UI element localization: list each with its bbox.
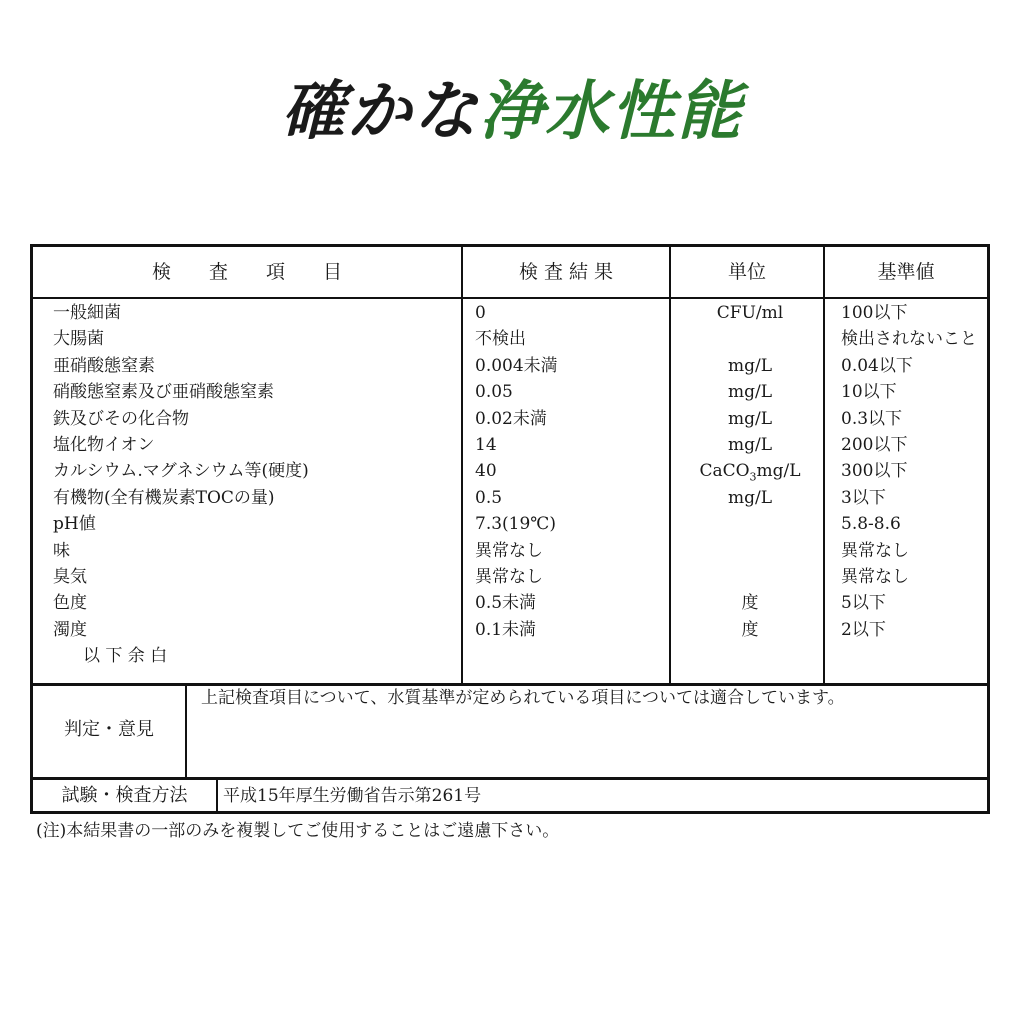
row-result: 0.004未満 [475, 355, 558, 376]
footnote: (注)本結果書の一部のみを複製してご使用することはご遠慮下さい。 [36, 821, 560, 841]
method-label: 試験・検査方法 [61, 785, 188, 806]
header-standard: 基準値 [877, 261, 935, 283]
row-result: 不検出 [475, 329, 526, 350]
row-unit: mg/L [727, 408, 773, 429]
row-unit [673, 538, 827, 564]
table-row [33, 406, 987, 432]
judgement-label: 判定・意見 [64, 719, 154, 740]
table-row [33, 538, 987, 564]
row-unit: mg/L [727, 382, 773, 403]
row-standard: 100以下 [841, 303, 908, 323]
table-row [33, 432, 987, 458]
row-standard: 5以下 [841, 593, 886, 614]
judgement-text: 上記検査項目について、水質基準が定められている項目については適合しています。 [201, 688, 845, 708]
water-test-report [30, 244, 990, 814]
table-row [33, 564, 987, 590]
table-row [33, 353, 987, 379]
row-standard: 0.3以下 [841, 408, 903, 429]
row-item: 硝酸態窒素及び亜硝酸態窒素 [53, 382, 274, 403]
row-item: 一般細菌 [53, 303, 121, 323]
row-standard: 異常なし [841, 567, 909, 587]
row-item: 味 [53, 540, 70, 561]
table-row [33, 300, 987, 326]
row-result: 0.05 [475, 382, 513, 403]
row-standard: 3以下 [841, 487, 886, 508]
row-item: 塩化物イオン [53, 435, 155, 455]
row-item: 亜硝酸態窒素 [53, 355, 155, 376]
row-result: 40 [475, 461, 497, 482]
row-item: 大腸菌 [53, 329, 104, 350]
row-result: 異常なし [475, 567, 543, 587]
row-result: 0.5 [475, 487, 503, 508]
table-row [33, 326, 987, 352]
row-standard: 5.8-8.6 [841, 514, 901, 535]
row-result: 7.3(19℃) [475, 514, 556, 535]
row-unit: mg/L [727, 487, 773, 508]
unit-subscript: 3 [749, 470, 757, 484]
unit-tail: mg/L [756, 461, 801, 482]
table-row [33, 511, 987, 537]
row-standard: 10以下 [841, 382, 897, 403]
table-row [33, 590, 987, 616]
table-row [33, 379, 987, 405]
row-result: 0.5未満 [475, 593, 537, 614]
header-item: 検 査 項 目 [151, 261, 342, 283]
row-unit [673, 511, 827, 537]
method-text: 平成15年厚生労働省告示第261号 [223, 786, 482, 806]
row-result: 0.02未満 [475, 408, 547, 429]
row-result: 0 [475, 303, 486, 323]
row-unit: CFU/ml [716, 303, 784, 323]
row-unit: mg/L [727, 355, 773, 376]
row-item: カルシウム.マグネシウム等(硬度) [53, 461, 309, 482]
header-result: 検 査 結 果 [518, 261, 614, 283]
blank-marker: 以 下 余 白 [83, 646, 168, 667]
row-unit: 度 [741, 593, 759, 614]
table-row [33, 485, 987, 511]
row-item: 鉄及びその化合物 [53, 408, 189, 429]
blank-marker-row [33, 643, 987, 669]
row-item: 色度 [53, 593, 87, 614]
row-standard: 2以下 [841, 619, 886, 640]
row-standard: 異常なし [841, 540, 909, 561]
row-standard: 300以下 [841, 461, 908, 482]
method-divider-top [33, 777, 987, 780]
judgement-label-divider [185, 683, 187, 778]
method-label-divider [216, 778, 218, 813]
row-unit: mg/L [727, 435, 773, 455]
header-divider [33, 297, 987, 299]
row-unit [673, 326, 827, 352]
row-standard: 200以下 [841, 435, 908, 455]
row-result: 14 [475, 435, 497, 455]
table-row [33, 458, 987, 484]
row-item: 臭気 [53, 567, 87, 587]
row-standard: 0.04以下 [841, 355, 913, 376]
page-headline [0, 62, 1024, 162]
row-result: 0.1未満 [475, 619, 537, 640]
unit-main: CaCO [699, 461, 750, 482]
header-unit: 単位 [727, 261, 766, 283]
headline-dark-text: 確かな [281, 74, 479, 149]
row-item: 濁度 [53, 619, 87, 640]
row-standard: 検出されないこと [841, 329, 977, 350]
row-item: pH値 [53, 514, 96, 535]
row-item: 有機物(全有機炭素TOCの量) [53, 487, 275, 508]
table-row [33, 617, 987, 643]
row-unit [673, 564, 827, 590]
row-unit [673, 458, 827, 484]
headline-green-text: 浄水性能 [479, 74, 743, 149]
row-unit: 度 [741, 619, 759, 640]
row-result: 異常なし [475, 540, 543, 561]
